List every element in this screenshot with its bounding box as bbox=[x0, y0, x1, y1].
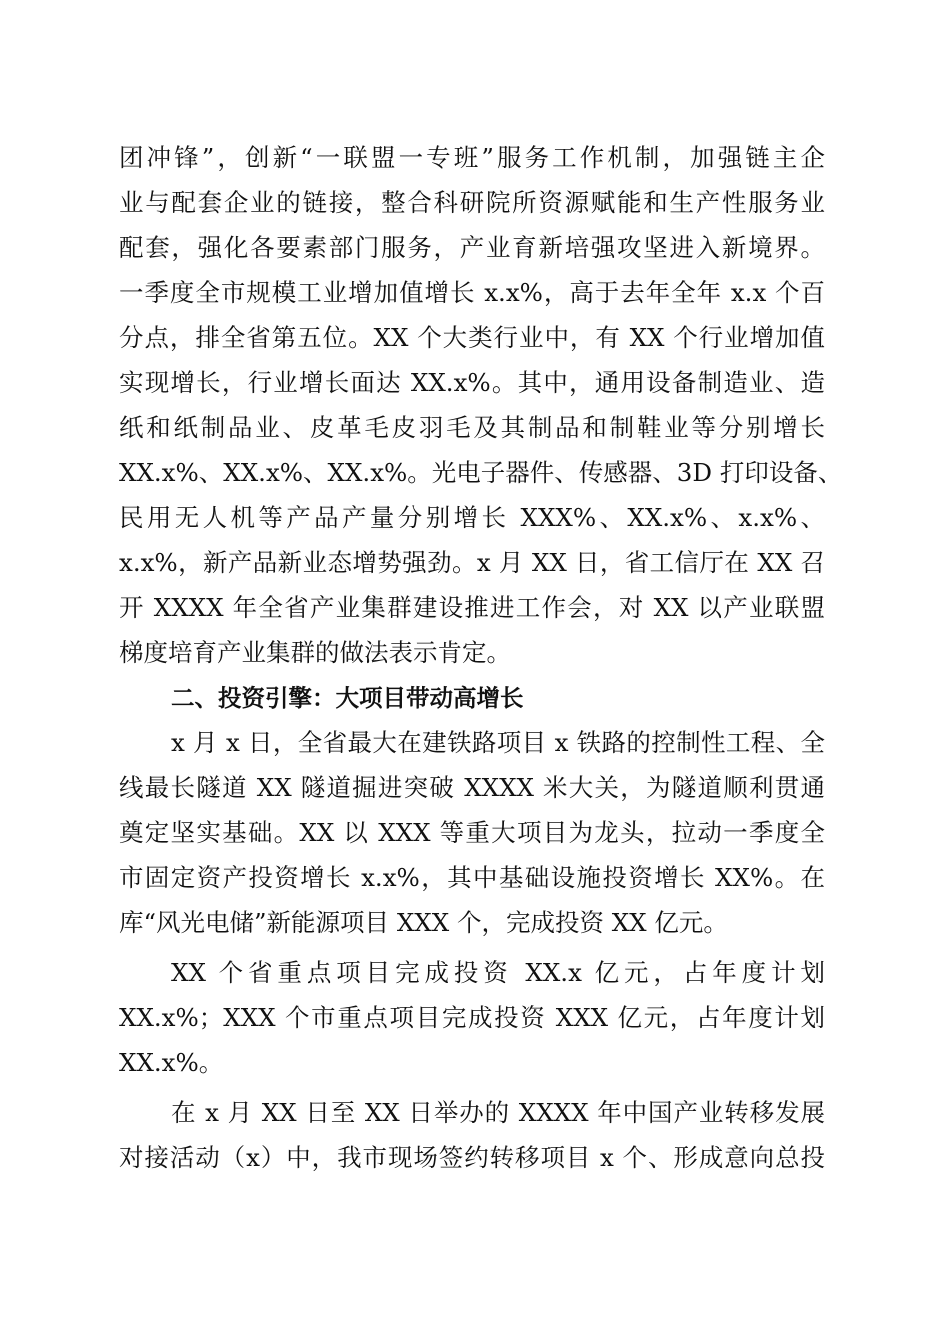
text-line: x.x%，新产品新业态增势强劲。x 月 XX 日，省工信厅在 XX 召 bbox=[119, 548, 825, 577]
text-line: 线最长隧道 XX 隧道掘进突破 XXXX 米大关，为隧道顺利贯通 bbox=[119, 773, 825, 802]
text-line: XX 个省重点项目完成投资 XX.x 亿元，占年度计划 bbox=[171, 958, 825, 987]
text-line: 对接活动（x）中，我市现场签约转移项目 x 个、形成意向总投 bbox=[119, 1143, 825, 1172]
text-line: 一季度全市规模工业增加值增长 x.x%，高于去年全年 x.x 个百 bbox=[119, 278, 825, 307]
text-line: 分点，排全省第五位。XX 个大类行业中，有 XX 个行业增加值 bbox=[119, 323, 825, 352]
text-line: x 月 x 日，全省最大在建铁路项目 x 铁路的控制性工程、全 bbox=[171, 728, 825, 757]
text-line: 奠定坚实基础。XX 以 XXX 等重大项目为龙头，拉动一季度全 bbox=[119, 818, 825, 847]
text-line: 实现增长，行业增长面达 XX.x%。其中，通用设备制造业、造 bbox=[119, 368, 825, 397]
text-line: XX.x%、XX.x%、XX.x%。光电子器件、传感器、3D 打印设备、 bbox=[119, 458, 843, 487]
text-line: 配套，强化各要素部门服务，产业育新培强攻坚进入新境界。 bbox=[119, 233, 825, 262]
section-heading: 二、投资引擎：大项目带动高增长 bbox=[171, 684, 524, 712]
text-line: 纸和纸制品业、皮革毛皮羽毛及其制品和制鞋业等分别增长 bbox=[119, 413, 825, 442]
text-line: 库“风光电储”新能源项目 XXX 个，完成投资 XX 亿元。 bbox=[119, 908, 728, 937]
text-line: 在 x 月 XX 日至 XX 日举办的 XXXX 年中国产业转移发展 bbox=[171, 1098, 825, 1127]
text-line: 梯度培育产业集群的做法表示肯定。 bbox=[119, 638, 511, 667]
text-line: 团冲锋”，创新“一联盟一专班”服务工作机制，加强链主企 bbox=[119, 143, 825, 172]
text-line: 市固定资产投资增长 x.x%，其中基础设施投资增长 XX%。在 bbox=[119, 863, 825, 892]
text-line: XX.x%；XXX 个市重点项目完成投资 XXX 亿元，占年度计划 bbox=[119, 1003, 825, 1032]
text-line: XX.x%。 bbox=[119, 1048, 224, 1077]
text-line: 开 XXXX 年全省产业集群建设推进工作会，对 XX 以产业联盟 bbox=[119, 593, 825, 622]
text-line: 业与配套企业的链接，整合科研院所资源赋能和生产性服务业 bbox=[119, 188, 825, 217]
text-line: 民用无人机等产品产量分别增长 XXX%、XX.x%、x.x%、 bbox=[119, 503, 825, 532]
